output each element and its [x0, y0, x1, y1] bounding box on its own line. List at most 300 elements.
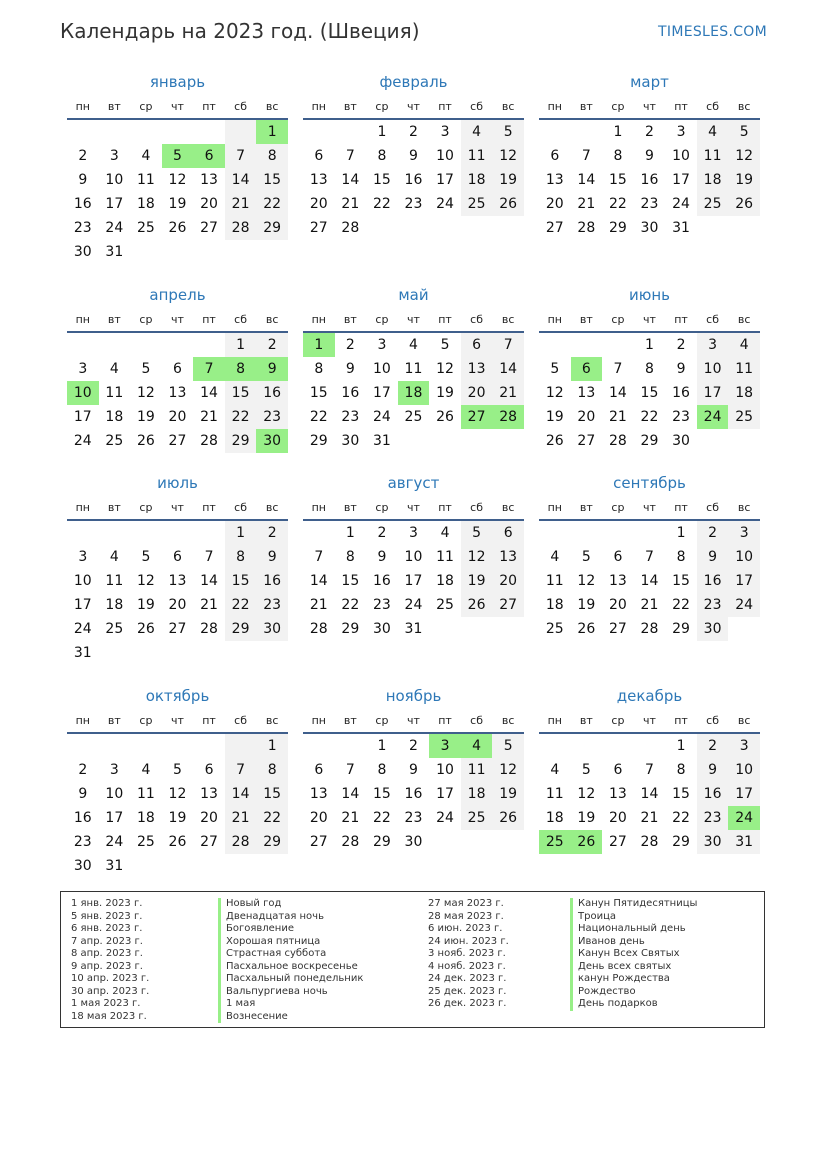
- day-cell[interactable]: 1: [345, 525, 355, 541]
- day-cell[interactable]: 25: [404, 409, 423, 425]
- day-cell[interactable]: 1: [303, 333, 335, 357]
- day-cell[interactable]: 17: [436, 172, 454, 188]
- day-cell[interactable]: 28: [309, 621, 328, 637]
- day-cell[interactable]: 8: [377, 762, 387, 778]
- day-cell[interactable]: 8: [225, 545, 257, 569]
- day-cell[interactable]: 11: [136, 786, 155, 802]
- day-cell[interactable]: 29: [608, 220, 627, 236]
- day-cell[interactable]: 5: [492, 734, 524, 758]
- day-cell[interactable]: 20: [608, 597, 627, 613]
- day-cell[interactable]: 31: [404, 621, 423, 637]
- day-cell[interactable]: 14: [640, 573, 659, 589]
- day-cell[interactable]: 26: [168, 834, 187, 850]
- day-cell[interactable]: 23: [672, 409, 690, 425]
- day-cell[interactable]: 18: [697, 168, 729, 192]
- day-cell[interactable]: 8: [676, 762, 686, 778]
- day-cell[interactable]: 16: [73, 810, 92, 826]
- day-cell[interactable]: 16: [697, 782, 729, 806]
- day-cell[interactable]: 2: [377, 525, 387, 541]
- day-cell[interactable]: 4: [141, 762, 151, 778]
- day-cell[interactable]: 14: [341, 786, 360, 802]
- day-cell[interactable]: 24: [73, 621, 92, 637]
- day-cell[interactable]: 29: [672, 834, 690, 850]
- day-cell[interactable]: 3: [440, 124, 450, 140]
- day-cell[interactable]: 23: [256, 405, 288, 429]
- day-cell[interactable]: 1: [613, 124, 623, 140]
- day-cell[interactable]: 25: [728, 405, 760, 429]
- day-cell[interactable]: 6: [461, 333, 493, 357]
- day-cell[interactable]: 25: [105, 621, 124, 637]
- day-cell[interactable]: 27: [492, 593, 524, 617]
- day-cell[interactable]: 15: [372, 786, 391, 802]
- day-cell[interactable]: 18: [461, 168, 493, 192]
- day-cell[interactable]: 21: [200, 409, 218, 425]
- day-cell[interactable]: 1: [256, 120, 288, 144]
- day-cell[interactable]: 25: [545, 621, 564, 637]
- day-cell[interactable]: 5: [492, 120, 524, 144]
- day-cell[interactable]: 6: [492, 521, 524, 545]
- day-cell[interactable]: 21: [200, 597, 218, 613]
- day-cell[interactable]: 6: [173, 549, 182, 565]
- day-cell[interactable]: 12: [577, 573, 596, 589]
- day-cell[interactable]: 7: [581, 148, 591, 164]
- day-cell[interactable]: 6: [193, 144, 225, 168]
- day-cell[interactable]: 19: [168, 810, 187, 826]
- day-cell[interactable]: 7: [225, 144, 257, 168]
- day-cell[interactable]: 17: [372, 385, 391, 401]
- day-cell[interactable]: 28: [200, 621, 218, 637]
- day-cell[interactable]: 7: [345, 762, 355, 778]
- day-cell[interactable]: 12: [136, 573, 155, 589]
- day-cell[interactable]: 15: [341, 573, 360, 589]
- day-cell[interactable]: 21: [492, 381, 524, 405]
- day-cell[interactable]: 22: [608, 196, 627, 212]
- day-cell[interactable]: 22: [672, 810, 690, 826]
- day-cell[interactable]: 25: [136, 834, 155, 850]
- day-cell[interactable]: 16: [697, 569, 729, 593]
- day-cell[interactable]: 16: [640, 172, 659, 188]
- day-cell[interactable]: 21: [225, 806, 257, 830]
- day-cell[interactable]: 30: [697, 617, 729, 641]
- day-cell[interactable]: 29: [640, 433, 659, 449]
- day-cell[interactable]: 1: [377, 124, 387, 140]
- day-cell[interactable]: 16: [372, 573, 391, 589]
- day-cell[interactable]: 7: [645, 762, 654, 778]
- day-cell[interactable]: 27: [168, 621, 187, 637]
- day-cell[interactable]: 20: [309, 810, 328, 826]
- day-cell[interactable]: 12: [545, 385, 564, 401]
- day-cell[interactable]: 1: [256, 734, 288, 758]
- day-cell[interactable]: 21: [608, 409, 627, 425]
- day-cell[interactable]: 16: [404, 172, 423, 188]
- day-cell[interactable]: 19: [492, 782, 524, 806]
- day-cell[interactable]: 9: [78, 786, 88, 802]
- day-cell[interactable]: 6: [613, 549, 623, 565]
- day-cell[interactable]: 28: [608, 433, 627, 449]
- day-cell[interactable]: 8: [377, 148, 387, 164]
- day-cell[interactable]: 10: [672, 148, 690, 164]
- day-cell[interactable]: 2: [409, 738, 418, 754]
- day-cell[interactable]: 13: [608, 786, 627, 802]
- day-cell[interactable]: 16: [256, 569, 288, 593]
- day-cell[interactable]: 23: [697, 593, 729, 617]
- day-cell[interactable]: 8: [345, 549, 355, 565]
- day-cell[interactable]: 2: [697, 734, 729, 758]
- day-cell[interactable]: 2: [645, 124, 654, 140]
- day-cell[interactable]: 18: [105, 597, 124, 613]
- day-cell[interactable]: 26: [492, 192, 524, 216]
- day-cell[interactable]: 20: [168, 409, 187, 425]
- day-cell[interactable]: 3: [728, 521, 760, 545]
- day-cell[interactable]: 9: [676, 361, 686, 377]
- day-cell[interactable]: 11: [697, 144, 729, 168]
- day-cell[interactable]: 22: [341, 597, 360, 613]
- day-cell[interactable]: 24: [697, 405, 729, 429]
- day-cell[interactable]: 13: [309, 172, 328, 188]
- day-cell[interactable]: 3: [78, 361, 88, 377]
- day-cell[interactable]: 28: [225, 830, 257, 854]
- day-cell[interactable]: 28: [577, 220, 596, 236]
- day-cell[interactable]: 22: [256, 806, 288, 830]
- day-cell[interactable]: 9: [409, 148, 418, 164]
- day-cell[interactable]: 27: [309, 834, 328, 850]
- day-cell[interactable]: 8: [256, 144, 288, 168]
- day-cell[interactable]: 23: [404, 196, 423, 212]
- day-cell[interactable]: 19: [492, 168, 524, 192]
- day-cell[interactable]: 30: [73, 858, 92, 874]
- day-cell[interactable]: 14: [608, 385, 627, 401]
- day-cell[interactable]: 29: [372, 834, 391, 850]
- day-cell[interactable]: 7: [345, 148, 355, 164]
- day-cell[interactable]: 11: [461, 144, 493, 168]
- day-cell[interactable]: 17: [728, 569, 760, 593]
- day-cell[interactable]: 23: [640, 196, 659, 212]
- day-cell[interactable]: 25: [461, 806, 493, 830]
- day-cell[interactable]: 14: [225, 168, 257, 192]
- day-cell[interactable]: 27: [608, 621, 627, 637]
- day-cell[interactable]: 5: [173, 762, 182, 778]
- day-cell[interactable]: 17: [436, 786, 454, 802]
- day-cell[interactable]: 28: [200, 433, 218, 449]
- day-cell[interactable]: 25: [136, 220, 155, 236]
- day-cell[interactable]: 23: [73, 220, 92, 236]
- day-cell[interactable]: 2: [256, 521, 288, 545]
- day-cell[interactable]: 4: [697, 120, 729, 144]
- day-cell[interactable]: 27: [545, 220, 564, 236]
- day-cell[interactable]: 2: [78, 148, 88, 164]
- day-cell[interactable]: 13: [200, 786, 218, 802]
- day-cell[interactable]: 4: [409, 337, 418, 353]
- day-cell[interactable]: 1: [676, 525, 686, 541]
- day-cell[interactable]: 19: [577, 810, 596, 826]
- day-cell[interactable]: 3: [429, 734, 461, 758]
- day-cell[interactable]: 5: [141, 361, 151, 377]
- day-cell[interactable]: 16: [672, 385, 690, 401]
- day-cell[interactable]: 20: [492, 569, 524, 593]
- day-cell[interactable]: 29: [341, 621, 360, 637]
- day-cell[interactable]: 29: [225, 429, 257, 453]
- day-cell[interactable]: 5: [141, 549, 151, 565]
- day-cell[interactable]: 18: [136, 810, 155, 826]
- day-cell[interactable]: 5: [581, 549, 591, 565]
- day-cell[interactable]: 19: [461, 569, 493, 593]
- day-cell[interactable]: 14: [225, 782, 257, 806]
- day-cell[interactable]: 6: [314, 762, 324, 778]
- day-cell[interactable]: 12: [168, 172, 187, 188]
- day-cell[interactable]: 17: [73, 597, 92, 613]
- day-cell[interactable]: 23: [341, 409, 360, 425]
- day-cell[interactable]: 26: [168, 220, 187, 236]
- day-cell[interactable]: 30: [256, 617, 288, 641]
- day-cell[interactable]: 18: [105, 409, 124, 425]
- day-cell[interactable]: 3: [697, 333, 729, 357]
- day-cell[interactable]: 27: [577, 433, 596, 449]
- day-cell[interactable]: 27: [168, 433, 187, 449]
- day-cell[interactable]: 6: [571, 357, 603, 381]
- day-cell[interactable]: 17: [105, 196, 124, 212]
- day-cell[interactable]: 24: [728, 593, 760, 617]
- day-cell[interactable]: 5: [461, 521, 493, 545]
- day-cell[interactable]: 11: [461, 758, 493, 782]
- day-cell[interactable]: 24: [105, 834, 124, 850]
- day-cell[interactable]: 10: [73, 573, 92, 589]
- day-cell[interactable]: 25: [105, 433, 124, 449]
- day-cell[interactable]: 24: [436, 810, 454, 826]
- day-cell[interactable]: 26: [577, 621, 596, 637]
- day-cell[interactable]: 19: [436, 385, 454, 401]
- day-cell[interactable]: 25: [539, 830, 571, 854]
- day-cell[interactable]: 17: [73, 409, 92, 425]
- day-cell[interactable]: 20: [577, 409, 596, 425]
- day-cell[interactable]: 5: [728, 120, 760, 144]
- day-cell[interactable]: 22: [640, 409, 659, 425]
- day-cell[interactable]: 27: [608, 834, 627, 850]
- day-cell[interactable]: 1: [645, 337, 654, 353]
- day-cell[interactable]: 16: [404, 786, 423, 802]
- day-cell[interactable]: 30: [372, 621, 391, 637]
- day-cell[interactable]: 26: [436, 409, 454, 425]
- day-cell[interactable]: 7: [492, 333, 524, 357]
- day-cell[interactable]: 14: [200, 385, 218, 401]
- day-cell[interactable]: 1: [676, 738, 686, 754]
- day-cell[interactable]: 5: [440, 337, 450, 353]
- day-cell[interactable]: 17: [672, 172, 690, 188]
- day-cell[interactable]: 10: [728, 758, 760, 782]
- day-cell[interactable]: 4: [550, 549, 560, 565]
- day-cell[interactable]: 13: [577, 385, 596, 401]
- day-cell[interactable]: 26: [571, 830, 603, 854]
- day-cell[interactable]: 23: [372, 597, 391, 613]
- day-cell[interactable]: 15: [672, 786, 690, 802]
- day-cell[interactable]: 11: [105, 385, 124, 401]
- day-cell[interactable]: 13: [200, 172, 218, 188]
- day-cell[interactable]: 29: [225, 617, 257, 641]
- day-cell[interactable]: 10: [105, 786, 124, 802]
- day-cell[interactable]: 26: [545, 433, 564, 449]
- day-cell[interactable]: 14: [577, 172, 596, 188]
- day-cell[interactable]: 29: [256, 830, 288, 854]
- day-cell[interactable]: 20: [200, 810, 218, 826]
- day-cell[interactable]: 18: [136, 196, 155, 212]
- day-cell[interactable]: 24: [73, 433, 92, 449]
- day-cell[interactable]: 28: [492, 405, 524, 429]
- day-cell[interactable]: 22: [225, 593, 257, 617]
- day-cell[interactable]: 12: [492, 758, 524, 782]
- day-cell[interactable]: 17: [404, 573, 423, 589]
- day-cell[interactable]: 19: [136, 409, 155, 425]
- day-cell[interactable]: 22: [256, 192, 288, 216]
- day-cell[interactable]: 17: [105, 810, 124, 826]
- day-cell[interactable]: 29: [256, 216, 288, 240]
- day-cell[interactable]: 24: [436, 196, 454, 212]
- day-cell[interactable]: 19: [577, 597, 596, 613]
- day-cell[interactable]: 9: [256, 545, 288, 569]
- day-cell[interactable]: 3: [676, 124, 686, 140]
- day-cell[interactable]: 5: [581, 762, 591, 778]
- day-cell[interactable]: 4: [109, 549, 119, 565]
- day-cell[interactable]: 9: [697, 545, 729, 569]
- day-cell[interactable]: 15: [225, 381, 257, 405]
- day-cell[interactable]: 15: [225, 569, 257, 593]
- day-cell[interactable]: 26: [136, 621, 155, 637]
- day-cell[interactable]: 8: [645, 361, 654, 377]
- day-cell[interactable]: 9: [697, 758, 729, 782]
- day-cell[interactable]: 26: [728, 192, 760, 216]
- day-cell[interactable]: 25: [436, 597, 454, 613]
- day-cell[interactable]: 31: [672, 220, 690, 236]
- day-cell[interactable]: 26: [461, 593, 493, 617]
- day-cell[interactable]: 3: [409, 525, 418, 541]
- day-cell[interactable]: 10: [105, 172, 124, 188]
- day-cell[interactable]: 20: [608, 810, 627, 826]
- day-cell[interactable]: 3: [728, 734, 760, 758]
- day-cell[interactable]: 30: [672, 433, 690, 449]
- day-cell[interactable]: 24: [672, 196, 690, 212]
- day-cell[interactable]: 21: [640, 597, 659, 613]
- day-cell[interactable]: 20: [461, 381, 493, 405]
- day-cell[interactable]: 28: [341, 220, 360, 236]
- day-cell[interactable]: 7: [314, 549, 324, 565]
- day-cell[interactable]: 26: [492, 806, 524, 830]
- day-cell[interactable]: 2: [676, 337, 686, 353]
- day-cell[interactable]: 21: [225, 192, 257, 216]
- day-cell[interactable]: 3: [109, 762, 119, 778]
- day-cell[interactable]: 25: [461, 192, 493, 216]
- day-cell[interactable]: 6: [204, 762, 214, 778]
- day-cell[interactable]: 2: [256, 333, 288, 357]
- day-cell[interactable]: 20: [168, 597, 187, 613]
- day-cell[interactable]: 31: [105, 244, 124, 260]
- day-cell[interactable]: 15: [256, 168, 288, 192]
- day-cell[interactable]: 31: [73, 645, 92, 661]
- day-cell[interactable]: 12: [492, 144, 524, 168]
- day-cell[interactable]: 11: [136, 172, 155, 188]
- day-cell[interactable]: 2: [697, 521, 729, 545]
- day-cell[interactable]: 30: [640, 220, 659, 236]
- day-cell[interactable]: 4: [141, 148, 151, 164]
- day-cell[interactable]: 16: [341, 385, 360, 401]
- day-cell[interactable]: 28: [640, 834, 659, 850]
- day-cell[interactable]: 6: [173, 361, 182, 377]
- day-cell[interactable]: 11: [105, 573, 124, 589]
- day-cell[interactable]: 22: [309, 409, 328, 425]
- day-cell[interactable]: 17: [697, 381, 729, 405]
- day-cell[interactable]: 11: [404, 361, 423, 377]
- day-cell[interactable]: 19: [728, 168, 760, 192]
- day-cell[interactable]: 31: [728, 830, 760, 854]
- day-cell[interactable]: 30: [256, 429, 288, 453]
- day-cell[interactable]: 6: [613, 762, 623, 778]
- day-cell[interactable]: 18: [545, 597, 564, 613]
- day-cell[interactable]: 9: [645, 148, 654, 164]
- day-cell[interactable]: 24: [728, 806, 760, 830]
- day-cell[interactable]: 7: [193, 357, 225, 381]
- day-cell[interactable]: 24: [105, 220, 124, 236]
- day-cell[interactable]: 8: [613, 148, 623, 164]
- day-cell[interactable]: 14: [492, 357, 524, 381]
- day-cell[interactable]: 9: [345, 361, 355, 377]
- day-cell[interactable]: 21: [309, 597, 328, 613]
- day-cell[interactable]: 1: [377, 738, 387, 754]
- day-cell[interactable]: 10: [404, 549, 423, 565]
- day-cell[interactable]: 2: [78, 762, 88, 778]
- day-cell[interactable]: 10: [436, 148, 454, 164]
- day-cell[interactable]: 13: [309, 786, 328, 802]
- day-cell[interactable]: 11: [545, 786, 564, 802]
- day-cell[interactable]: 19: [168, 196, 187, 212]
- day-cell[interactable]: 27: [200, 834, 218, 850]
- day-cell[interactable]: 29: [672, 621, 690, 637]
- day-cell[interactable]: 23: [404, 810, 423, 826]
- day-cell[interactable]: 15: [640, 385, 659, 401]
- day-cell[interactable]: 2: [345, 337, 355, 353]
- day-cell[interactable]: 7: [613, 361, 623, 377]
- day-cell[interactable]: 22: [372, 810, 391, 826]
- day-cell[interactable]: 8: [225, 357, 257, 381]
- day-cell[interactable]: 19: [545, 409, 564, 425]
- day-cell[interactable]: 8: [256, 758, 288, 782]
- day-cell[interactable]: 16: [256, 381, 288, 405]
- day-cell[interactable]: 12: [168, 786, 187, 802]
- day-cell[interactable]: 3: [78, 549, 88, 565]
- day-cell[interactable]: 10: [697, 357, 729, 381]
- day-cell[interactable]: 15: [256, 782, 288, 806]
- day-cell[interactable]: 15: [672, 573, 690, 589]
- day-cell[interactable]: 21: [341, 196, 360, 212]
- day-cell[interactable]: 12: [436, 361, 454, 377]
- day-cell[interactable]: 11: [545, 573, 564, 589]
- day-cell[interactable]: 10: [436, 762, 454, 778]
- day-cell[interactable]: 30: [404, 834, 423, 850]
- day-cell[interactable]: 20: [200, 196, 218, 212]
- day-cell[interactable]: 10: [67, 381, 99, 405]
- day-cell[interactable]: 7: [204, 549, 214, 565]
- day-cell[interactable]: 4: [461, 734, 493, 758]
- day-cell[interactable]: 6: [550, 148, 560, 164]
- day-cell[interactable]: 19: [136, 597, 155, 613]
- day-cell[interactable]: 18: [728, 381, 760, 405]
- day-cell[interactable]: 28: [225, 216, 257, 240]
- day-cell[interactable]: 1: [225, 521, 257, 545]
- day-cell[interactable]: 10: [728, 545, 760, 569]
- day-cell[interactable]: 10: [372, 361, 391, 377]
- day-cell[interactable]: 14: [309, 573, 328, 589]
- day-cell[interactable]: 27: [200, 220, 218, 236]
- day-cell[interactable]: 11: [436, 549, 454, 565]
- day-cell[interactable]: 13: [545, 172, 564, 188]
- day-cell[interactable]: 18: [461, 782, 493, 806]
- day-cell[interactable]: 22: [672, 597, 690, 613]
